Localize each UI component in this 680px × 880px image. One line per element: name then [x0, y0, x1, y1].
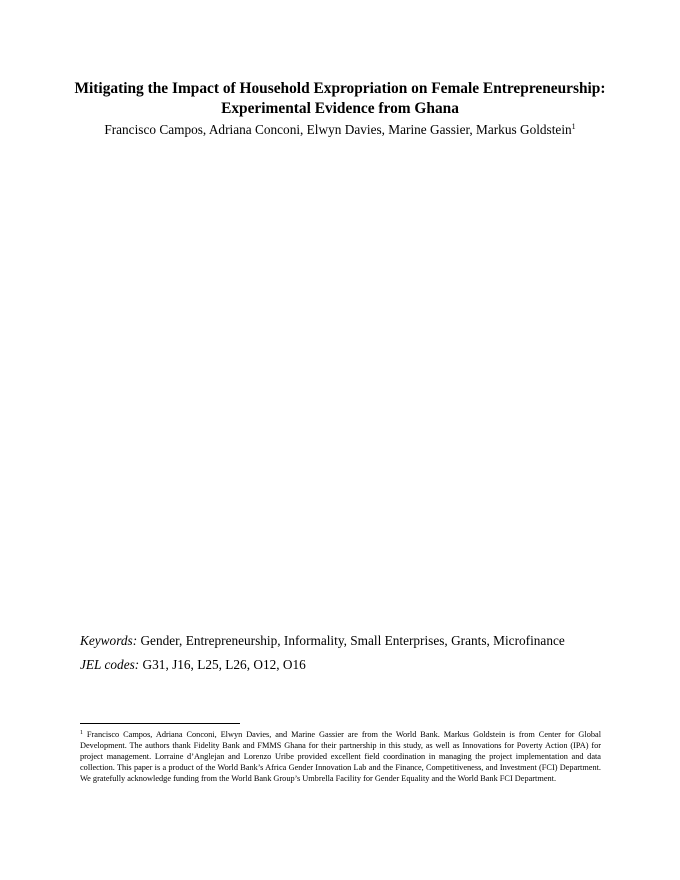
keywords-label: Keywords:: [80, 633, 138, 648]
jel-codes-value: G31, J16, L25, L26, O12, O16: [139, 657, 306, 672]
jel-codes-line: [80, 656, 640, 674]
jel-codes-label: JEL codes:: [80, 657, 140, 672]
author-footnote-marker[interactable]: 1: [571, 122, 576, 131]
footnote-divider: [80, 723, 240, 724]
paper-title: [60, 79, 620, 119]
footnote-text: Francisco Campos, Adriana Conconi, Elwyn Davies, and Marine Gassier are from the World Bank. Markus Goldstein is from Center for Global Development. The authors thank Fidelity Bank and FMMS Ghana for their partnership in this study, as well as Innovations for Poverty Action (IPA) for project management. Lorraine d’Anglejan and Lorenzo Uribe provided excellent field coordination in managing the project implementation and data collection. This paper is a product of the World Bank’s Africa Gender Innovation Lab and the Finance, Competitiveness, and Investment (FCI) Department. We gratefully acknowledge funding from the World Bank Group’s Umbrella Facility for Gender Equality and the World Bank FCI Department.: [80, 730, 601, 783]
footnote: [80, 729, 601, 784]
author-list: [60, 121, 620, 139]
title-line-1: Mitigating the Impact of Household Expropriation on Female Entrepreneurship:: [74, 80, 606, 97]
footnote-marker: 1: [80, 730, 83, 736]
author-names: Francisco Campos, Adriana Conconi, Elwyn Davies, Marine Gassier, Markus Goldstein: [104, 122, 572, 137]
title-line-2: Experimental Evidence from Ghana: [221, 100, 459, 117]
keywords-line: [80, 632, 640, 650]
keywords-value: Gender, Entrepreneurship, Informality, Small Enterprises, Grants, Microfinance: [137, 633, 565, 648]
